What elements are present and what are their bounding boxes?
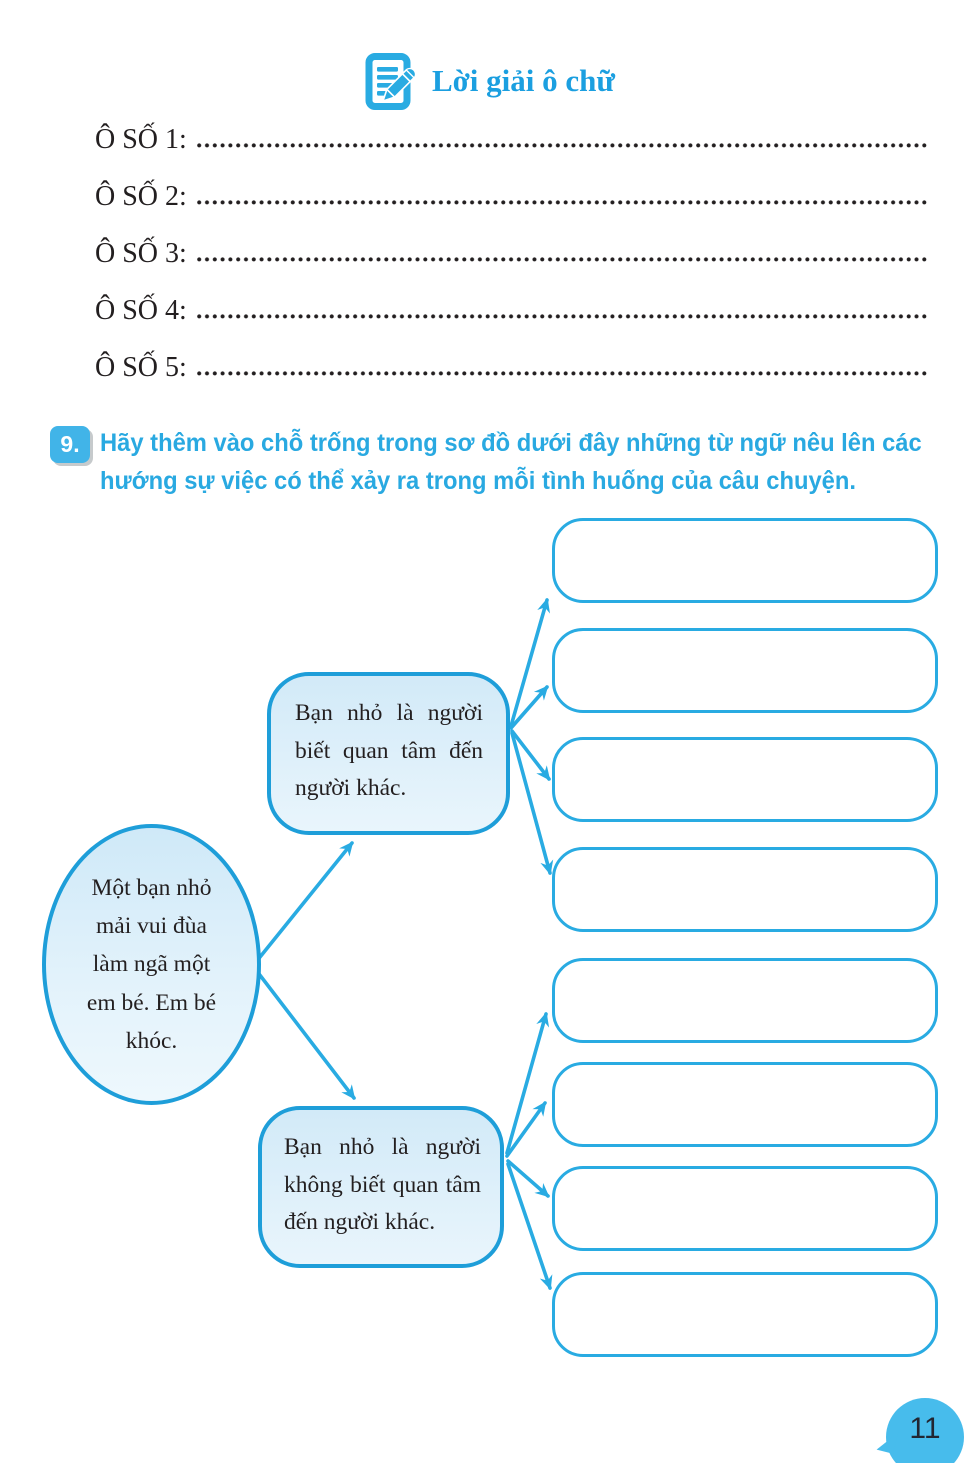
answer-line-label: Ô SỐ 4: xyxy=(95,295,187,326)
crossword-answer-lines xyxy=(95,124,928,409)
answer-line-label: Ô SỐ 3: xyxy=(95,238,187,269)
answer-line-label: Ô SỐ 2: xyxy=(95,181,187,212)
answer-line xyxy=(95,181,928,238)
pencil-note-icon xyxy=(365,50,419,112)
situation-node-text: Một bạn nhỏ mải vui đùa làm ngã một em bé. Em bé khóc. xyxy=(86,875,217,1054)
situation-node xyxy=(42,824,261,1105)
exercise-instruction-line: Hãy thêm vào chỗ trống trong sơ đồ dưới đây những từ ngữ nêu lên các xyxy=(100,429,922,457)
answer-line-label: Ô SỐ 1: xyxy=(95,124,187,155)
answer-blank-field[interactable] xyxy=(197,257,928,262)
exercise-instruction xyxy=(100,424,960,500)
answer-line xyxy=(95,295,928,352)
outcome-slot-2[interactable] xyxy=(552,628,938,713)
branch-node-positive: Bạn nhỏ là người biết quan tâm đến người khác. xyxy=(267,672,510,835)
outcome-slot-1[interactable] xyxy=(552,518,938,603)
answer-line xyxy=(95,124,928,181)
page-number-bubble xyxy=(886,1398,964,1463)
answer-blank-field[interactable] xyxy=(197,143,928,148)
answer-line xyxy=(95,238,928,295)
section-title: Lời giải ô chữ xyxy=(431,63,616,98)
exercise-instruction-line: hướng sự việc có thể xảy ra trong mỗi tình huống của câu chuyện. xyxy=(100,467,856,495)
section-header xyxy=(0,50,980,112)
outcome-slot-7[interactable] xyxy=(552,1166,938,1251)
answer-blank-field[interactable] xyxy=(197,371,928,376)
branch-node-negative: Bạn nhỏ là người không biết quan tâm đến người khác. xyxy=(258,1106,504,1268)
outcome-slot-4[interactable] xyxy=(552,847,938,932)
outcome-slot-5[interactable] xyxy=(552,958,938,1043)
exercise-number-badge: 9. xyxy=(50,426,90,463)
answer-blank-field[interactable] xyxy=(197,314,928,319)
answer-line-label: Ô SỐ 5: xyxy=(95,352,187,383)
page-number: 11 xyxy=(909,1412,941,1445)
outcome-slot-6[interactable] xyxy=(552,1062,938,1147)
answer-blank-field[interactable] xyxy=(197,200,928,205)
outcome-slot-3[interactable] xyxy=(552,737,938,822)
answer-line xyxy=(95,352,928,409)
outcome-slot-8[interactable] xyxy=(552,1272,938,1357)
